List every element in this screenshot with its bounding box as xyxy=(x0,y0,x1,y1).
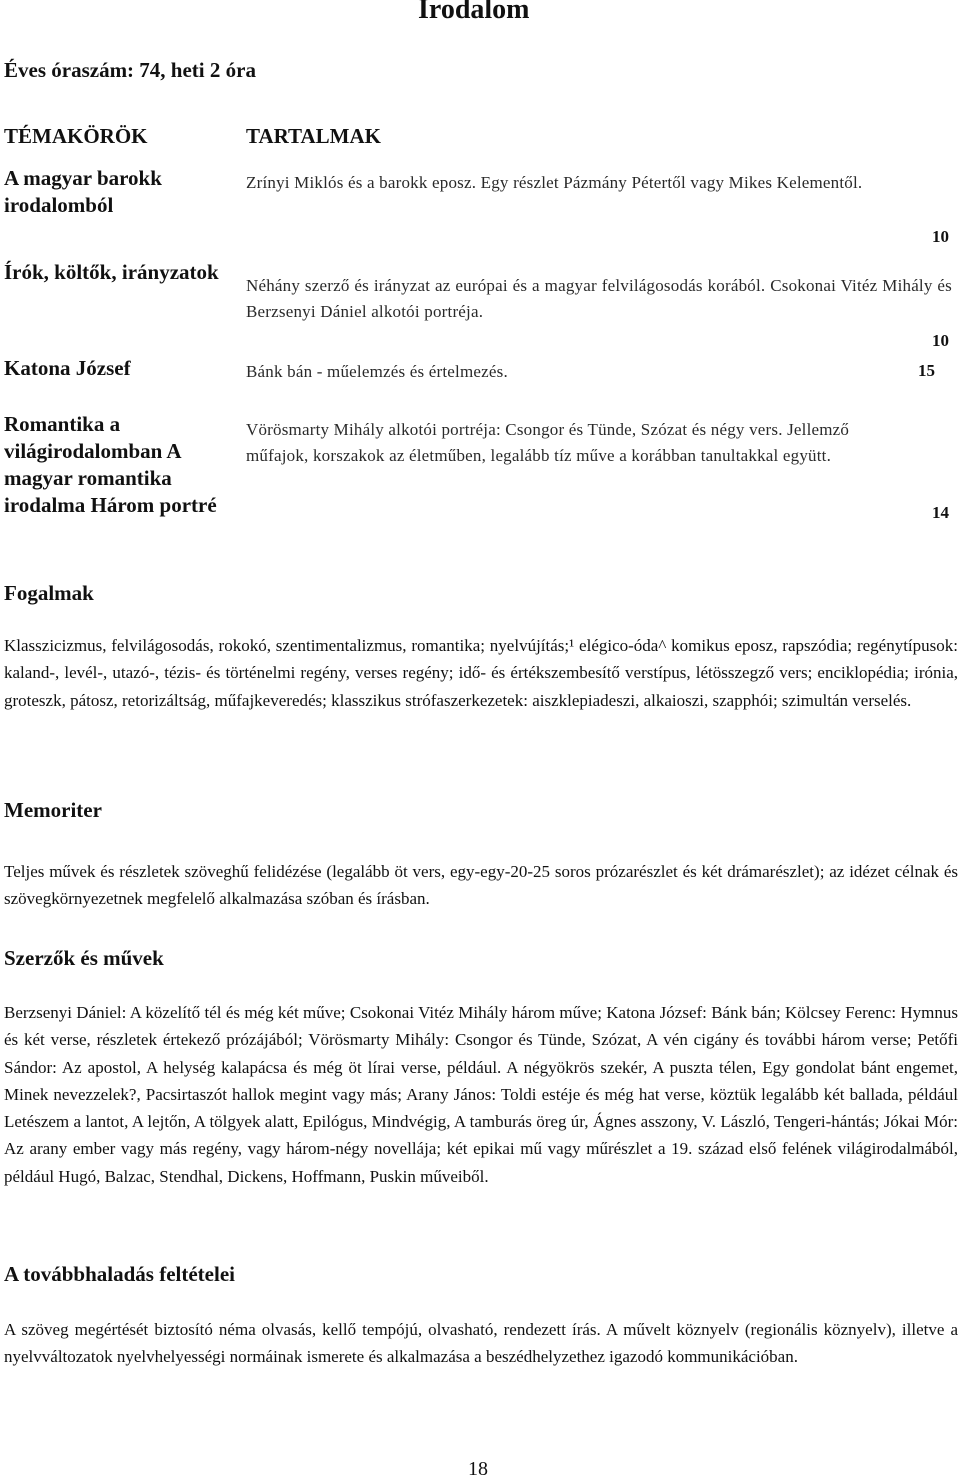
content-katona: Bánk bán - műelemzés és értelmezés. xyxy=(246,362,508,381)
content-baroque: Zrínyi Miklós és a barokk eposz. Egy részlet Pázmány Pétertől vagy Mikes Kelementől. xyxy=(246,173,863,192)
section-text-memoriter: Teljes művek és részletek szöveghű felidézése (legalább öt vers, egy-egy-20-25 soros prózarészlet és két drámarészlet); az idézet célnak és szövegkörnyezetnek megfelelő alkalmazása szóban és írásban. xyxy=(4,862,958,909)
page-title: Irodalom xyxy=(418,0,530,25)
column-header-content: TARTALMAK xyxy=(246,124,381,148)
section-text-concepts: Klasszicizmus, felvilágosodás, rokokó, szentimentalizmus, romantika; nyelvújítás;¹ elégico-óda^ komikus eposz, rapszódia; regénytípusok: kaland-, levél-, utazó-, tézis- és történelmi regény, verses regény; idő- és értékszembesítő verstípus, létösszegző vers; enciklopédia; irónia, groteszk, pátosz, retorizáltság, műfajkeveredés; klasszikus strófaszerkezetek: aiszklepiadeszi, alkaioszi, szapphói; szimultán verselés. xyxy=(4,636,958,710)
section-heading-memoriter: Memoriter xyxy=(4,798,102,822)
section-text-requirements: A szöveg megértését biztosító néma olvasás, kellő tempójú, olvasható, rendezett írás. A művelt köznyelv (regionális köznyelv), illetve a nyelvváltozatok nyelvhelyességi normáinak ismerete és alkalmazása a beszédhelyzethez igazodó kommunikációban. xyxy=(4,1320,958,1367)
section-heading-authors: Szerzők és művek xyxy=(4,946,164,970)
section-heading-requirements: A továbbhaladás feltételei xyxy=(4,1262,235,1286)
page-number: 18 xyxy=(468,1458,488,1480)
hours-romanticism: 14 xyxy=(932,503,949,522)
section-heading-concepts: Fogalmak xyxy=(4,581,94,605)
hours-baroque: 10 xyxy=(932,227,949,246)
content-writers: Néhány szerző és irányzat az európai és a magyar felvilágosodás korából. Csokonai Vitéz Mihály és Berzsenyi Dániel alkotói portréja. xyxy=(246,276,952,321)
topic-katona: Katona József xyxy=(4,356,131,380)
hours-writers: 10 xyxy=(932,331,949,350)
section-text-authors: Berzsenyi Dániel: A közelítő tél és még két műve; Csokonai Vitéz Mihály három műve; Katona József: Bánk bán; Kölcsey Ferenc: Hymnus és két verse, részletek értekező prózájából; Vörösmarty Mihály: Csongor és Tünde, Szózat, A vén cigány és további három verse; Petőfi Sándor: Az apostol, A helység kalapácsa és még öt lírai verse, például. A négyökrös szekér, A puszta télen, Egy gondolat bánt engemet, Minek nevezzelek?, Pacsirtaszót hallok megint vagy más; Arany János: Toldi estéje és még hat verse, köztük legalább két ballada, például Letészem a lantot, A lejtőn, A tölgyek alatt, Epilógus, Mindvégig, A tamburás öreg úr, Ágnes asszony, V. László, Tengeri-hántás; Jókai Mór: Az arany ember vagy más regény, vagy három-négy novellája; két epikai mű vagy műrészlet a 19. század első felének világirodalmából, például Hugó, Balzac, Stendhal, Dickens, Hoffmann, Puskin műveiből. xyxy=(4,1003,958,1186)
topic-writers: Írók, költők, irányzatok xyxy=(4,260,219,284)
hours-katona: 15 xyxy=(918,361,935,380)
annual-hours: Éves óraszám: 74, heti 2 óra xyxy=(4,58,256,82)
topic-baroque: A magyar barokk irodalomból xyxy=(4,166,162,217)
content-romanticism: Vörösmarty Mihály alkotói portréja: Csongor és Tünde, Szózat és négy vers. Jellemző műfajok, korszakok az életműben, legalább tíz műve a korábban tanultakkal együtt. xyxy=(246,420,850,465)
column-header-topics: TÉMAKÖRÖK xyxy=(4,124,148,148)
topic-romanticism: Romantika a világirodalomban A magyar romantika irodalma Három portré xyxy=(4,412,217,517)
